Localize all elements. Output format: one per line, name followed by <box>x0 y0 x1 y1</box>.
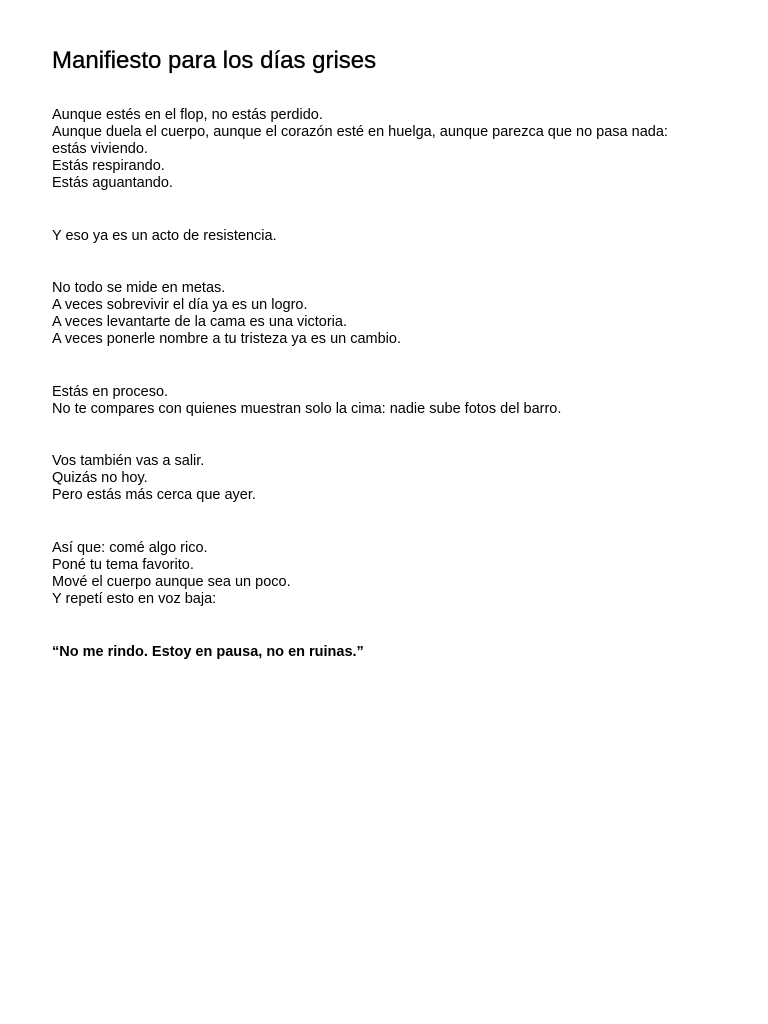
paragraph-line: Vos también vas a salir. <box>52 453 205 469</box>
paragraph-3 <box>52 280 401 348</box>
paragraph-line: Estás aguantando. <box>52 175 173 191</box>
paragraph-5 <box>52 453 256 504</box>
paragraph-line: Estás respirando. <box>52 158 165 174</box>
paragraph-line: Estás en proceso. <box>52 384 169 400</box>
paragraph-line: Así que: comé algo rico. <box>52 540 208 556</box>
paragraph-6 <box>52 540 291 608</box>
paragraph-line: Y eso ya es un acto de resistencia. <box>52 228 277 244</box>
paragraph-line: Aunque duela el cuerpo, aunque el corazón esté en huelga, aunque parezca que no pasa nada: <box>52 124 668 140</box>
paragraph-line: Poné tu tema favorito. <box>52 557 194 573</box>
paragraph-line: No todo se mide en metas. <box>52 280 226 296</box>
paragraph-line: A veces ponerle nombre a tu tristeza ya es un cambio. <box>52 331 401 347</box>
document-title: Manifiesto para los días grises <box>52 47 377 74</box>
paragraph-line: Mové el cuerpo aunque sea un poco. <box>52 574 291 590</box>
paragraph-line: A veces levantarte de la cama es una victoria. <box>52 314 347 330</box>
paragraph-line: A veces sobrevivir el día ya es un logro. <box>52 297 308 313</box>
closing-quote: “No me rindo. Estoy en pausa, no en ruinas.” <box>52 644 364 660</box>
paragraph-line: Y repetí esto en voz baja: <box>52 591 217 607</box>
paragraph-line: Pero estás más cerca que ayer. <box>52 487 256 503</box>
paragraph-line: Quizás no hoy. <box>52 470 148 486</box>
paragraph-1 <box>52 107 668 192</box>
paragraph-line: estás viviendo. <box>52 141 148 157</box>
paragraph-line: No te compares con quienes muestran solo la cima: nadie sube fotos del barro. <box>52 401 562 417</box>
paragraph-4 <box>52 384 561 418</box>
paragraph-2 <box>52 228 277 245</box>
paragraph-line: Aunque estés en el flop, no estás perdido. <box>52 107 323 123</box>
